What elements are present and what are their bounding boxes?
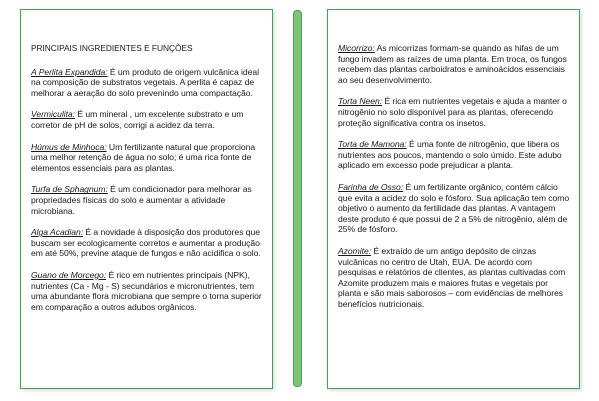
left-panel-content [31, 43, 265, 323]
ingredient-description: Um fertilizante natural que proporciona uma melhor retenção de água no solo; é uma rica fonte de elementos essenciais para as plantas. [31, 141, 256, 173]
right-panel-content [338, 43, 572, 320]
ingredient-description: As micorrizas formam-se quando as hifas de um fungo invadem as raízes de uma planta. Em troca, os fungos recebem das plantas carboidratos e aminoácidos essenciais ao seu desenvolvimento. [338, 43, 567, 85]
ingredient-description: É extraído de um antigo depósito de cinzas vulcânicas no centro de Utah, EUA. De acordo com pesquisas e relatórios de clientes, as plantas cultivadas com Azomite produzem mais e maiores frutas e vegetais por planta e são mais saborosos – com evidências de melhores benefícios nutricionais. [338, 245, 566, 309]
ingredient-description: É uma fonte de nitrogênio, que libera os nutrientes aos poucos, mantendo o solo úmido. Este adubo aplicado em excesso pode prejudicar a planta. [338, 139, 562, 171]
ingredient-term: Torta de Mamona: [338, 139, 407, 150]
ingredient-turfa [31, 184, 265, 216]
ingredient-description: É um condicionador para melhorar as propriedades físicas do solo e aumentar a atividade microbiana. [31, 184, 252, 216]
left-ingredients-panel [20, 9, 273, 389]
ingredient-description: É um mineral , um excelente substrato e um corretor de pH de solos, corrigi a acidez da terra. [31, 109, 244, 130]
ingredient-guano [31, 270, 265, 312]
ingredient-term: Húmus de Minhoca: [31, 141, 107, 152]
ingredient-humus [31, 142, 265, 174]
section-heading: PRINCIPAIS INGREDIENTES E FUNÇÕES [31, 43, 193, 53]
ingredient-perlita [31, 67, 265, 99]
ingredient-term: Azomite: [338, 245, 372, 256]
ingredient-farinha-osso [338, 182, 572, 235]
ingredient-term: Torta Neen: [338, 96, 383, 107]
center-divider-bar [293, 10, 302, 387]
right-ingredients-panel [327, 9, 580, 389]
ingredient-term: A Perlita Expandida: [31, 66, 108, 77]
ingredient-azomite [338, 246, 572, 310]
ingredient-term: Guano de Morcego: [31, 269, 107, 280]
ingredient-description: É rica em nutrientes vegetais e ajuda a manter o nitrogênio no solo disponível para as plantas, oferecendo proteção significativa contra os insetos. [338, 96, 567, 128]
ingredient-term: Vermiculita: [31, 109, 75, 120]
ingredient-torta-mamona [338, 139, 572, 171]
ingredient-term: Micorrizo: [338, 43, 375, 53]
ingredient-description: É rico em nutrientes principais (NPK), nutrientes (Ca - Mg - S) secundários e micronutrientes, tem uma abundante flora microbiana que sempre o torna superior em comparação a outros adubos orgânicos. [31, 269, 262, 312]
ingredient-description: É a novidade à disposição dos produtores que buscam ser ecologicamente corretos e aumentar a produção em até 50%, previne ataque de fungos e não acidifica o solo. [31, 227, 261, 259]
ingredient-description: É um produto de origem vulcânica ideal na composição de substratos vegetais. A perlita é capaz de melhorar a aeração do solo prevenindo uma compactação. [31, 66, 259, 98]
ingredient-micorrizo [338, 43, 572, 85]
ingredient-description: É um fertilizante orgânico, contém cálcio que evita a acidez do solo e fósforo. Sua aplicação tem como objetivo o aumento da fertilidade das plantas. A vantagem deste produto é que possui de 2 a 5% de nitrogênio, além de 25% de fósforo. [338, 181, 570, 235]
ingredient-alga [31, 227, 265, 259]
ingredient-vermiculita [31, 109, 265, 130]
ingredient-term: Turfa de Sphagnum: [31, 184, 108, 195]
ingredient-term: Alga Acadian: [31, 227, 84, 238]
ingredient-torta-neen [338, 96, 572, 128]
ingredient-term: Farinha de Osso: [338, 181, 404, 192]
